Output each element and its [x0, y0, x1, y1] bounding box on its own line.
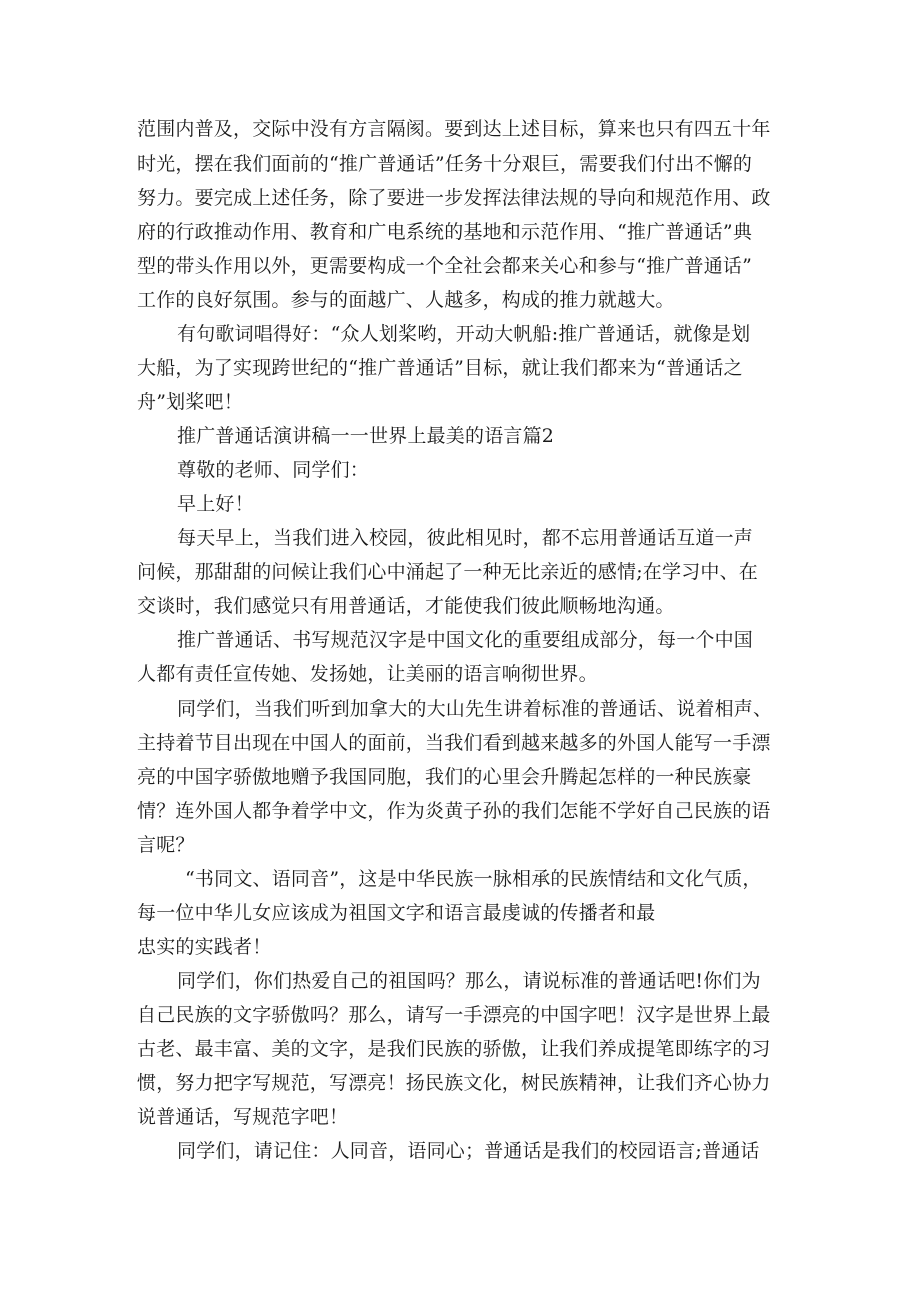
text-line: 情？连外国人都争着学中文，作为炎黄子孙的我们怎能不学好自己民族的语 — [137, 800, 771, 822]
text-line: 有句歌词唱得好：“众人划桨哟，开动大帆船:推广普通话，就像是划 — [177, 323, 751, 345]
text-line: 同学们，你们热爱自己的祖国吗？那么，请说标准的普通话吧!你们为 — [177, 970, 761, 992]
text-line: 府的行政推动作用、教育和广电系统的基地和示范作用、“推广普通话”典 — [137, 221, 753, 243]
text-line: 言呢？ — [137, 834, 195, 856]
text-line: 每天早上，当我们进入校园，彼此相见时，都不忘用普通话互道一声 — [177, 527, 754, 549]
text-line: “书同文、语同音”，这是中华民族一脉相承的民族情结和文化气质， — [185, 868, 762, 890]
text-line: 同学们，当我们听到加拿大的大山先生讲着标准的普通话、说着相声、 — [177, 698, 773, 720]
text-line: 舟”划桨吧！ — [137, 391, 243, 413]
text-line: 问候，那甜甜的问候让我们心中涌起了一种无比亲近的感情;在学习中、在 — [137, 561, 759, 583]
text-line: 惯，努力把字写规范，写漂亮！扬民族文化，树民族精神，让我们齐心协力 — [137, 1072, 771, 1094]
greeting: 早上好！ — [177, 493, 254, 515]
text-line: 说普通话，写规范字吧！ — [137, 1106, 349, 1128]
text-line: 交谈时，我们感觉只有用普通话，才能使我们彼此顺畅地沟通。 — [137, 595, 675, 617]
text-line: 努力。要完成上述任务，除了要进一步发挥法律法规的导向和规范作用、政 — [137, 187, 771, 209]
text-line: 工作的良好氛围。参与的面越广、人越多，构成的推力就越大。 — [137, 289, 675, 311]
section-heading: 推广普通话演讲稿一一世界上最美的语言篇2 — [177, 425, 555, 447]
salutation: 尊敬的老师、同学们： — [177, 459, 370, 481]
text-line: 时光，摆在我们面前的“推广普通话”任务十分艰巨，需要我们付出不懈的 — [137, 153, 753, 175]
text-line: 大船，为了实现跨世纪的“推广普通话”目标，就让我们都来为“普通话之 — [137, 357, 743, 379]
text-line: 型的带头作用以外，更需要构成一个全社会都来关心和参与“推广普通话” — [137, 255, 753, 277]
text-line: 人都有责任宣传她、发扬她，让美丽的语言响彻世界。 — [137, 663, 598, 685]
text-line: 忠实的实践者！ — [137, 936, 272, 958]
text-line: 主持着节目出现在中国人的面前，当我们看到越来越多的外国人能写一手漂 — [137, 732, 771, 754]
text-line: 自己民族的文字骄傲吗？那么，请写一手漂亮的中国字吧！汉字是世界上最 — [137, 1004, 771, 1026]
text-line: 古老、最丰富、美的文字，是我们民族的骄傲，让我们养成提笔即练字的习 — [137, 1038, 771, 1060]
text-line: 范围内普及，交际中没有方言隔阂。要到达上述目标，算来也只有四五十年 — [137, 118, 771, 140]
text-line: 同学们，请记住：人同音，语同心；普通话是我们的校园语言;普通话 — [177, 1140, 760, 1162]
text-line: 每一位中华儿女应该成为祖国文字和语言最虔诚的传播者和最 — [137, 902, 656, 924]
text-line: 推广普通话、书写规范汉字是中国文化的重要组成部分，每一个中国 — [177, 629, 754, 651]
text-line: 亮的中国字骄傲地赠予我国同胞，我们的心里会升腾起怎样的一种民族豪 — [137, 766, 752, 788]
